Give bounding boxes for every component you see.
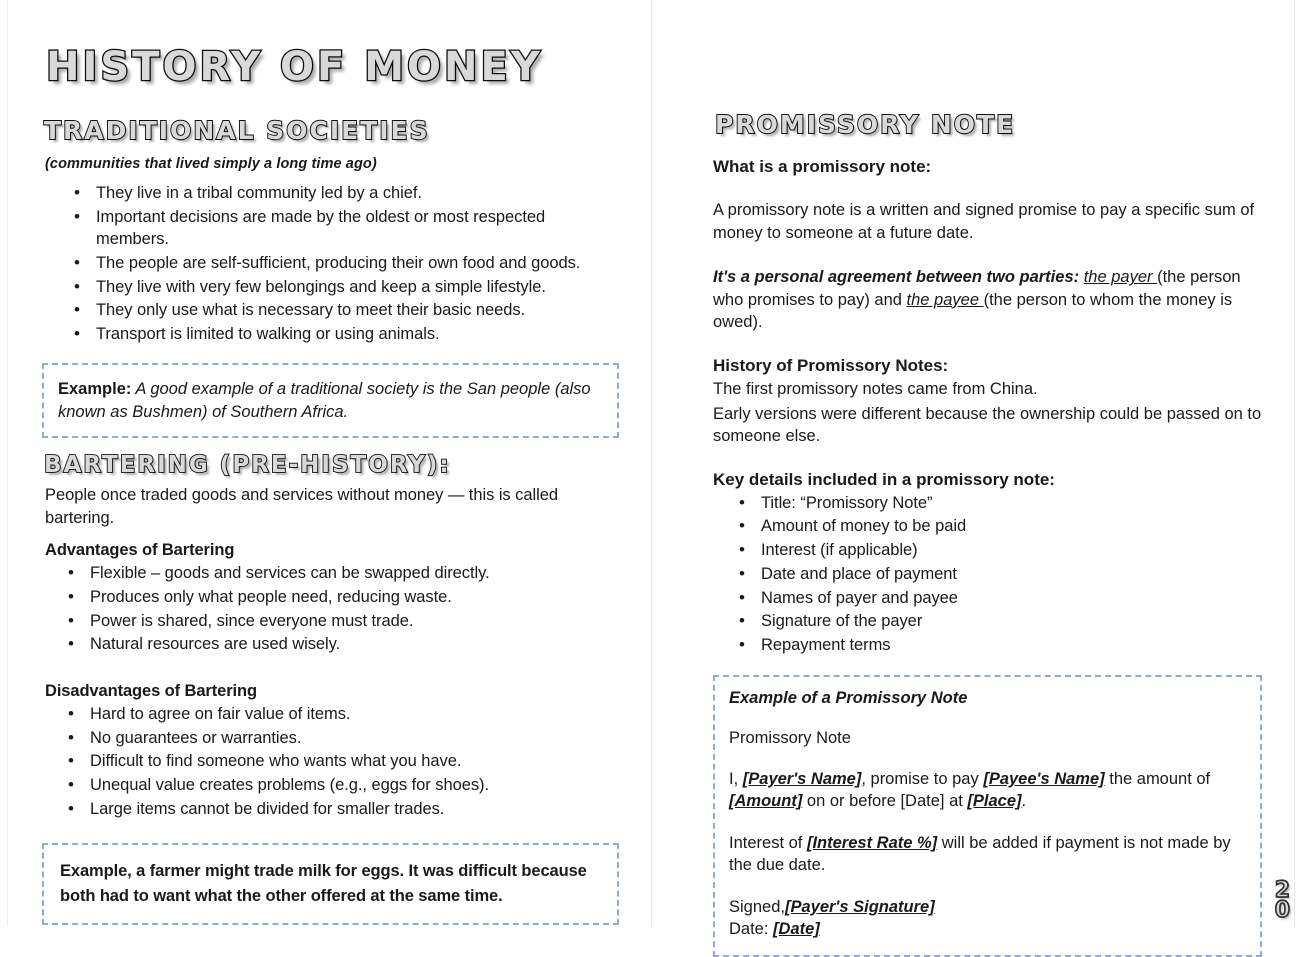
list-item: • Date and place of payment [735, 563, 1262, 586]
heading-promissory-note: PROMISSORY NOTE [715, 110, 1016, 139]
placeholder-amount: [Amount] [729, 792, 803, 811]
note-example-body-line-2 [729, 832, 1246, 877]
advantages-heading: Advantages of Bartering [45, 541, 235, 560]
placeholder-payer-signature: [Payer's Signature] [784, 897, 935, 916]
list-item: • Hard to agree on fair value of items. [64, 703, 619, 726]
note-example-heading: Promissory Note [729, 728, 851, 747]
list-item: • Natural resources are used wisely. [64, 633, 619, 656]
list-item: • Repayment terms [735, 634, 1262, 657]
list-item: • Interest (if applicable) [735, 539, 1262, 562]
list-item: • Transport is limited to walking or using animals. [70, 323, 619, 346]
placeholder-date: [Date] [773, 920, 820, 939]
list-item: • Flexible – goods and services can be swapped directly. [64, 562, 619, 585]
list-item: • The people are self-sufficient, producing their own food and goods. [70, 252, 619, 275]
note-example-title: Example of a Promissory Note [729, 688, 968, 707]
note-example-body-line-1 [729, 768, 1246, 813]
history-heading: History of Promissory Notes: [713, 355, 949, 375]
page-title: HISTORY OF MONEY [46, 44, 543, 90]
parties-paragraph [713, 266, 1262, 334]
list-item: • No guarantees or warranties. [64, 727, 619, 750]
key-details-list [713, 492, 1262, 657]
disadvantages-list [42, 703, 619, 820]
parties-lead: It's a personal agreement between two parties: [713, 268, 1084, 287]
list-item: • Names of payer and payee [735, 587, 1262, 610]
right-column [651, 0, 1306, 939]
list-item: • Difficult to find someone who wants what you have. [64, 750, 619, 773]
placeholder-payer-name: [Payer's Name] [742, 770, 862, 788]
list-item: • Amount of money to be paid [735, 515, 1262, 538]
placeholder-payee-name: [Payee's Name] [983, 770, 1105, 788]
payee-term: the payee [906, 290, 984, 309]
disadvantages-heading: Disadvantages of Bartering [45, 681, 257, 700]
list-item: • They live with very few belongings and keep a simple lifestyle. [70, 276, 619, 299]
note-example-date-line [729, 918, 1246, 940]
example-body: A good example of a traditional society is the San people (also known as Bushmen) of Southern Africa. [58, 379, 591, 421]
payee-definition: (the person to whom the money is owed). [713, 290, 1233, 332]
page-number-digit-1: 2 [1274, 878, 1290, 904]
text-fragment: , promise to pay [861, 770, 984, 788]
placeholder-place: [Place] [967, 792, 1022, 811]
payer-term: the payer [1083, 268, 1158, 287]
text-fragment: I, [729, 770, 743, 788]
traditional-societies-list [42, 182, 619, 346]
text-fragment: the amount of [1104, 770, 1211, 788]
example-box-text [58, 378, 601, 424]
list-item: • They live in a tribal community led by a chief. [70, 182, 619, 205]
key-details-heading: Key details included in a promissory note: [713, 469, 1055, 489]
heading-traditional-societies: TRADITIONAL SOCIETIES [44, 116, 430, 145]
example-box-text: Example, a farmer might trade milk for eggs. It was difficult because both had to want what the other offered at the same time. [60, 862, 587, 906]
heading-bartering: BARTERING (PRE-HISTORY): [44, 452, 451, 479]
example-box-promissory-note [713, 675, 1262, 957]
date-label: Date: [729, 920, 774, 939]
list-item: • Power is shared, since everyone must trade. [64, 610, 619, 633]
traditional-societies-subtitle: (communities that lived simply a long time ago) [45, 156, 377, 172]
page-number [1274, 878, 1290, 923]
payer-definition: (the person who promises to pay) and [713, 268, 1241, 309]
list-item: • Title: “Promissory Note” [735, 492, 1262, 515]
example-box-traditional-society [42, 363, 619, 439]
signed-label: Signed, [729, 897, 785, 916]
text-fragment: will be added if payment is not made by the due date. [729, 833, 1231, 875]
list-item: • Large items cannot be divided for smaller trades. [64, 798, 619, 821]
list-item: • Unequal value creates problems (e.g., eggs for shoes). [64, 774, 619, 797]
history-line-2: Early versions were different because the ownership could be passed on to someone else. [713, 404, 1262, 446]
note-example-signed-line [729, 896, 1246, 918]
page-number-digit-2: 0 [1274, 897, 1290, 923]
what-is-promissory-note-heading: What is a promissory note: [713, 157, 932, 176]
list-item: • Important decisions are made by the oldest or most respected members. [70, 206, 619, 251]
text-fragment: on or before [Date] at [802, 792, 968, 811]
text-fragment: Interest of [729, 833, 807, 852]
text-fragment: . [1021, 792, 1027, 811]
example-label: Example: [58, 379, 132, 398]
list-item: • Produces only what people need, reducing waste. [64, 586, 619, 609]
history-line-1: The first promissory notes came from China. [713, 379, 1038, 398]
left-column [0, 0, 651, 926]
placeholder-interest-rate: [Interest Rate %] [806, 833, 938, 852]
list-item: • They only use what is necessary to meet their basic needs. [70, 299, 619, 322]
what-is-promissory-note-text: A promissory note is a written and signed promise to pay a specific sum of money to someone at a future date. [713, 201, 1255, 242]
bartering-intro-text: People once traded goods and services without money — this is called bartering. [45, 486, 558, 527]
list-item: • Signature of the payer [735, 610, 1262, 633]
example-box-bartering [42, 843, 619, 925]
advantages-list [42, 562, 619, 656]
